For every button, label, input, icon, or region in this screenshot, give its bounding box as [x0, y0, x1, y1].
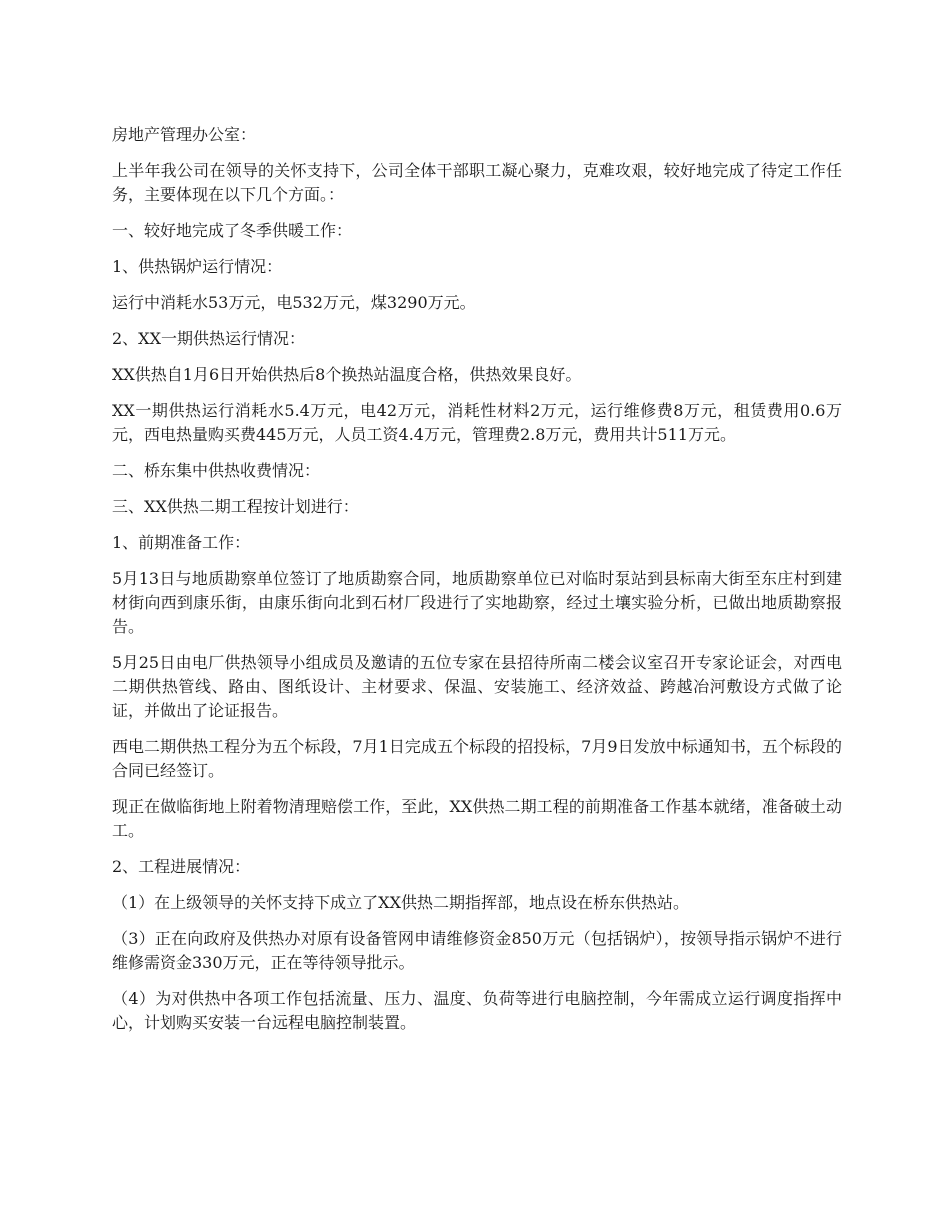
subheading-phase1: 2、XX一期供热运行情况：	[112, 329, 305, 348]
document-page	[112, 123, 842, 1047]
subheading-boiler: 1、供热锅炉运行情况：	[112, 257, 283, 276]
paragraph-expert-review: 5月25日由电厂供热领导小组成员及邀请的五位专家在县招待所南二楼会议室召开专家论证会，对西电二期供热管线、路由、图纸设计、主材要求、保温、安装施工、经济效益、跨越冶河敷设方式做了论证，并做出了论证报告。	[112, 653, 842, 720]
paragraph-bidding: 西电二期供热工程分为五个标段，7月1日完成五个标段的招投标，7月9日发放中标通知书，五个标段的合同已经签订。	[112, 737, 842, 780]
intro-paragraph: 上半年我公司在领导的关怀支持下，公司全体干部职工凝心聚力，克难攻艰，较好地完成了待定工作任务，主要体现在以下几个方面。：	[112, 161, 842, 204]
paragraph-phase1-start: XX供热自1月6日开始供热后8个换热站温度合格，供热效果良好。	[112, 365, 582, 384]
section-heading-2: 二、桥东集中供热收费情况：	[112, 461, 321, 480]
subheading-progress: 2、工程进展情况：	[112, 857, 251, 876]
salutation: 房地产管理办公室：	[112, 125, 257, 144]
progress-item-3: （3）正在向政府及供热办对原有设备管网申请维修资金850万元（包括锅炉），按领导指示锅炉不进行维修需资金330万元，正在等待领导批示。	[112, 929, 842, 972]
section-heading-3: 三、XX供热二期工程按计划进行：	[112, 497, 359, 516]
progress-item-4: （4）为对供热中各项工作包括流量、压力、温度、负荷等进行电脑控制，今年需成立运行调度指挥中心，计划购买安装一台远程电脑控制装置。	[112, 989, 842, 1032]
paragraph-boiler-consumption: 运行中消耗水53万元，电532万元，煤3290万元。	[112, 293, 476, 312]
paragraph-clearance: 现正在做临街地上附着物清理赔偿工作，至此，XX供热二期工程的前期准备工作基本就绪，准备破土动工。	[112, 797, 842, 840]
section-heading-1: 一、较好地完成了冬季供暖工作：	[112, 221, 353, 240]
progress-item-1: （1）在上级领导的关怀支持下成立了XX供热二期指挥部，地点设在桥东供热站。	[112, 893, 689, 912]
paragraph-geology-survey: 5月13日与地质勘察单位签订了地质勘察合同，地质勘察单位已对临时泵站到县标南大街至东庄村到建材街向西到康乐街，由康乐街向北到石材厂段进行了实地勘察，经过土壤实验分析，已做出地质勘察报告。	[112, 569, 842, 636]
paragraph-phase1-costs: XX一期供热运行消耗水5.4万元，电42万元，消耗性材料2万元，运行维修费8万元，租赁费用0.6万元，西电热量购买费445万元，人员工资4.4万元，管理费2.8万元，费用共计511万元。	[112, 401, 842, 444]
subheading-preparation: 1、前期准备工作：	[112, 533, 251, 552]
